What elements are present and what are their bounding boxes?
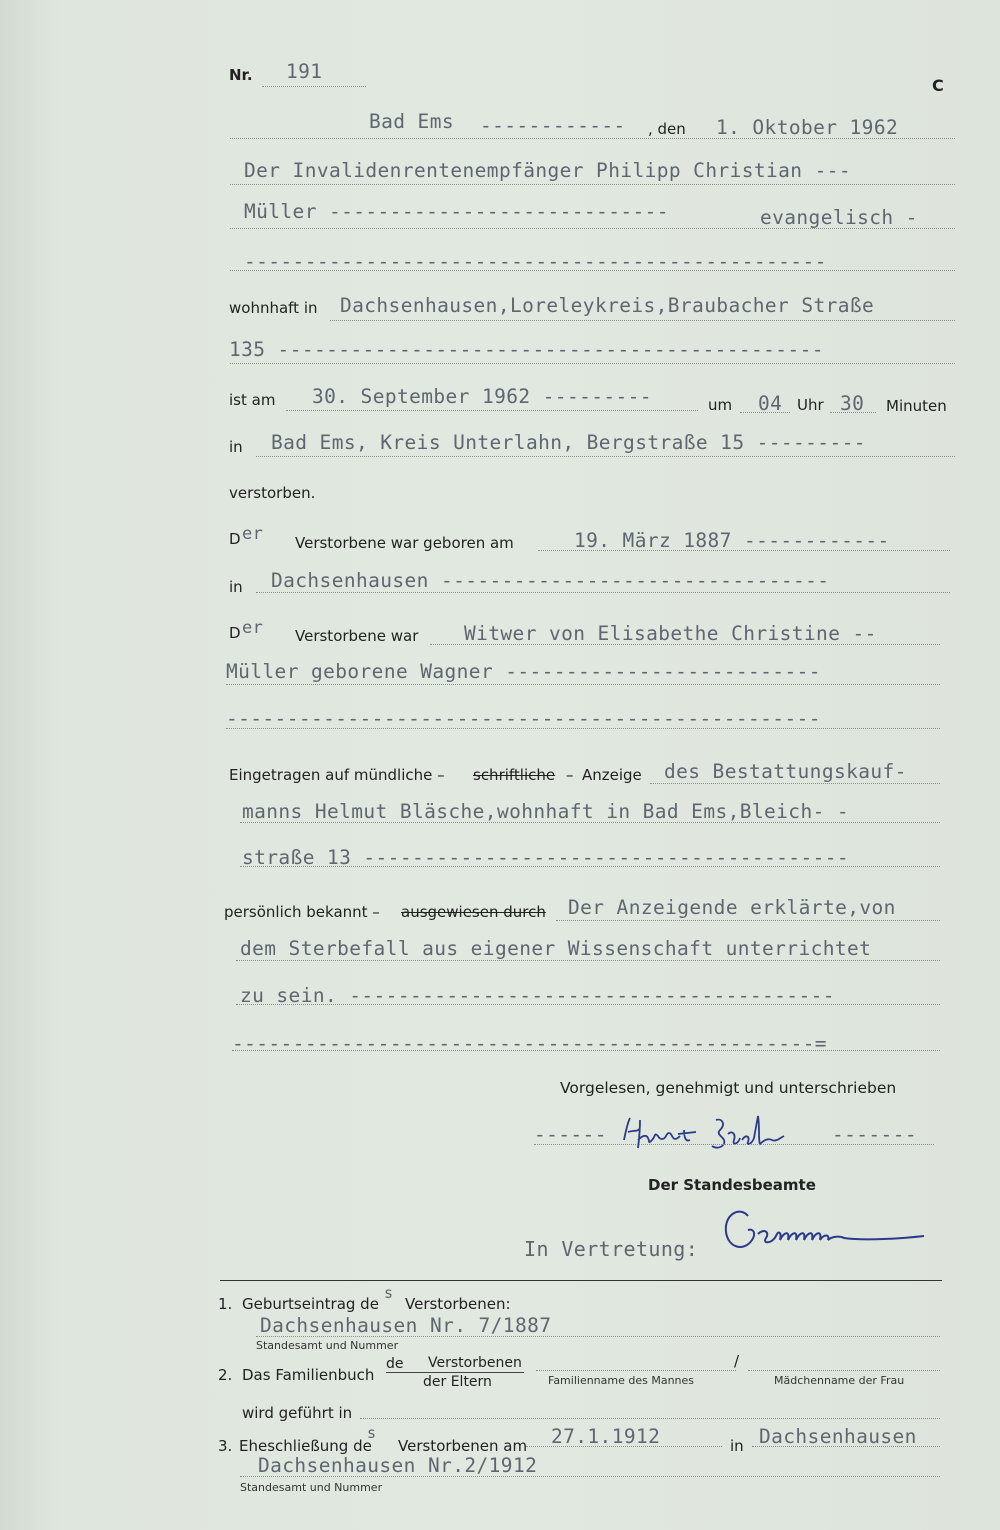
- bekannt-struck: ausgewiesen durch: [401, 903, 546, 921]
- note-2-maedchenname: Mädchenname der Frau: [774, 1374, 905, 1387]
- note-2-fraction-line: [386, 1372, 524, 1373]
- informant-line-2: manns Helmut Bläsche,wohnhaft in Bad Ems,Bleich- -: [242, 800, 849, 823]
- deceased-surname: Müller ----------------------------: [244, 200, 669, 223]
- dotline-13: [226, 728, 940, 729]
- standesbeamte-label: Der Standesbeamte: [648, 1176, 816, 1194]
- statement-line-2: dem Sterbefall aus eigener Wissenschaft unterrichtet: [240, 937, 872, 960]
- dotline-21: [534, 1144, 934, 1145]
- dotline-minute: [830, 412, 876, 413]
- place-dashes: ------------: [480, 114, 626, 137]
- wohnhaft-label: wohnhaft in: [229, 299, 318, 317]
- dotline-hour: [740, 412, 790, 413]
- eingetragen-dash: –: [566, 766, 574, 784]
- sig-left-dashes: ------: [534, 1123, 607, 1146]
- note-2-de: de: [386, 1356, 404, 1372]
- eingetragen-struck: schriftliche: [473, 766, 556, 784]
- in-label-2: in: [229, 578, 243, 596]
- bekannt-label: persönlich bekannt –: [224, 903, 380, 921]
- note-2-label: Das Familienbuch: [242, 1366, 375, 1384]
- war-label: Verstorbene war: [295, 627, 419, 645]
- statement-line-1: Der Anzeigende erklärte,von: [568, 896, 896, 919]
- status-line-2: Müller geborene Wagner --------------------------: [226, 660, 821, 683]
- nr-value: 191: [286, 60, 323, 83]
- note-3-number: 3.: [218, 1437, 233, 1455]
- dotline-23: [536, 1370, 736, 1371]
- dotline-18: [236, 960, 940, 961]
- note-3-caption: Standesamt und Nummer: [240, 1481, 383, 1494]
- dotline-15: [240, 822, 940, 823]
- corner-letter: C: [932, 76, 944, 95]
- religion: evangelisch -: [760, 206, 918, 229]
- dotline-17: [556, 920, 940, 921]
- residence: Dachsenhausen,Loreleykreis,Braubacher Straße: [340, 294, 875, 317]
- note-1-s: s: [384, 1284, 394, 1302]
- death-hour: 04: [758, 392, 783, 415]
- status-line-3: -------------------------------------------------: [226, 707, 821, 730]
- dotline-24: [748, 1370, 940, 1371]
- uhr-label: Uhr: [797, 396, 824, 414]
- residence-line-2: 135 ---------------------------------------------: [229, 338, 824, 361]
- der-suffix-2: er: [242, 618, 264, 638]
- sig-right-dashes: -------: [832, 1123, 917, 1146]
- dotline-25: [360, 1418, 940, 1419]
- dotline-16: [240, 866, 940, 867]
- dotline-8: [256, 456, 955, 457]
- der-prefix-2: D: [229, 624, 241, 642]
- death-place: Bad Ems, Kreis Unterlahn, Bergstraße 15 ---------: [271, 431, 866, 454]
- note-3-place: Dachsenhausen: [759, 1425, 917, 1448]
- der-suffix-1: er: [242, 524, 264, 544]
- note-1-number: 1.: [218, 1295, 233, 1313]
- um-label: um: [708, 396, 733, 414]
- note-1-value: Dachsenhausen Nr. 7/1887: [260, 1314, 552, 1337]
- note-3-value: Dachsenhausen Nr.2/1912: [258, 1454, 538, 1477]
- note-2-eltern: der Eltern: [423, 1374, 492, 1390]
- note-2-familienname: Familienname des Mannes: [548, 1374, 695, 1387]
- record-date: 1. Oktober 1962: [716, 116, 899, 139]
- dotline-11: [430, 644, 940, 645]
- deceased-line-3: ------------------------------------------------: [244, 250, 827, 273]
- dotline-27: [752, 1446, 940, 1447]
- dotline-2: [230, 184, 955, 185]
- born-label: Verstorbene war geboren am: [295, 534, 514, 552]
- dotline-28: [240, 1476, 940, 1477]
- nr-label: Nr.: [229, 66, 253, 84]
- informant-line-3: straße 13 ----------------------------------------: [242, 846, 849, 869]
- note-1-label-b: Verstorbenen:: [405, 1295, 511, 1313]
- registrar-signature: [718, 1196, 948, 1270]
- dotline-9: [538, 550, 950, 551]
- dotline-6: [230, 363, 955, 364]
- statement-line-3: zu sein. ----------------------------------------: [240, 984, 835, 1007]
- eingetragen-label: Eingetragen auf mündliche –: [229, 766, 445, 784]
- vorgelesen-text: Vorgelesen, genehmigt und unterschrieben: [560, 1079, 897, 1097]
- note-2-gefuehrt: wird geführt in: [242, 1404, 353, 1422]
- birth-place: Dachsenhausen --------------------------------: [271, 569, 830, 592]
- note-3-label-b: Verstorbenen am: [398, 1437, 528, 1455]
- dotline-22: [256, 1336, 940, 1337]
- vertretung-label: In Vertretung:: [524, 1237, 699, 1261]
- note-3-in: in: [730, 1437, 744, 1455]
- ist-am-label: ist am: [229, 391, 276, 409]
- in-label: in: [229, 438, 243, 456]
- status-line-1: Witwer von Elisabethe Christine --: [464, 622, 877, 645]
- anzeige-label: Anzeige: [582, 766, 642, 784]
- deceased-line-1: Der Invalidenrentenempfänger Philipp Christian ---: [244, 159, 851, 182]
- note-2-verstorbenen: Verstorbenen: [428, 1355, 522, 1371]
- dotline-14: [650, 783, 940, 784]
- dotline-12: [226, 684, 940, 685]
- dotline-26: [526, 1446, 722, 1447]
- note-3-date: 27.1.1912: [551, 1425, 661, 1448]
- minuten-label: Minuten: [886, 397, 947, 415]
- death-date: 30. September 1962 ---------: [312, 385, 652, 408]
- nr-dotline: [262, 86, 366, 87]
- dotline-7: [286, 410, 698, 411]
- informant-line-1: des Bestattungskauf-: [664, 760, 907, 783]
- dotline-4: [230, 270, 955, 271]
- birth-date: 19. März 1887 ------------: [574, 529, 890, 552]
- den-label: , den: [648, 120, 686, 138]
- notes-separator: [220, 1280, 942, 1281]
- death-minute: 30: [840, 392, 865, 415]
- der-prefix-1: D: [229, 530, 241, 548]
- place: Bad Ems: [369, 110, 454, 133]
- note-1-label-a: Geburtseintrag de: [242, 1295, 379, 1313]
- note-3-label-a: Eheschließung de: [239, 1437, 372, 1455]
- verstorben-label: verstorben.: [229, 484, 316, 502]
- dotline-1: [230, 138, 955, 139]
- note-2-number: 2.: [218, 1366, 233, 1384]
- dotline-5: [330, 320, 955, 321]
- note-1-caption: Standesamt und Nummer: [256, 1339, 399, 1352]
- dotline-10: [256, 592, 950, 593]
- note-3-s: s: [367, 1424, 377, 1442]
- dotline-20: [232, 1050, 940, 1051]
- dotline-19: [236, 1004, 940, 1005]
- statement-line-4: ------------------------------------------------=: [232, 1032, 827, 1055]
- informant-signature: [612, 1110, 832, 1164]
- dotline-3: [230, 228, 955, 229]
- note-2-slash: /: [734, 1352, 740, 1370]
